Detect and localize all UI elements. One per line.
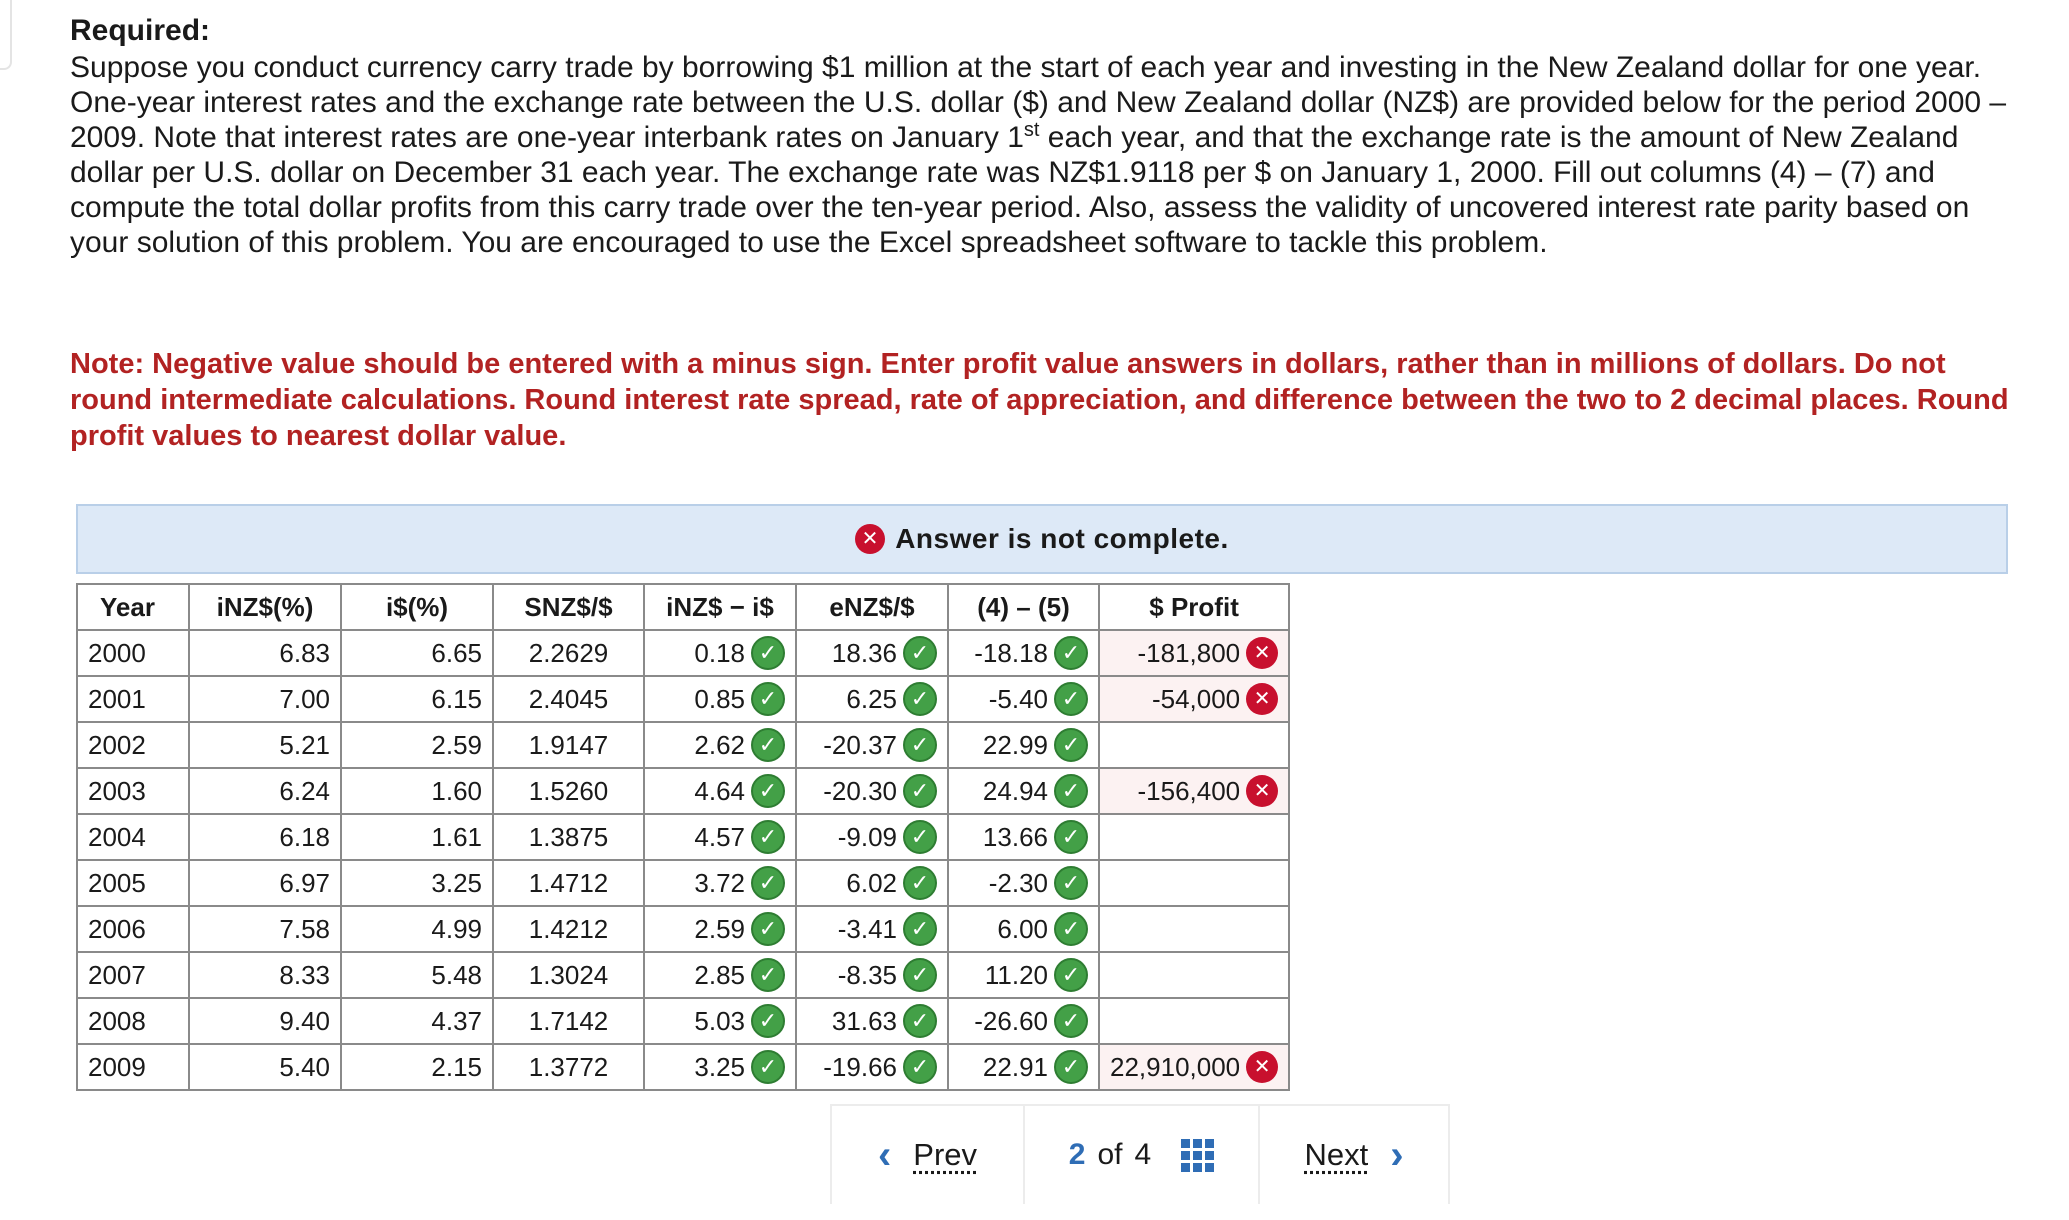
cell-year: 2009: [77, 1044, 189, 1090]
header-interest-spread: iNZ$ − i$: [644, 584, 796, 630]
cell-us-interest: 2.59: [341, 722, 493, 768]
cell-spot-rate: 1.4212: [493, 906, 644, 952]
cell-difference[interactable]: [948, 1044, 1099, 1090]
table-row: [77, 952, 1289, 998]
cell-appreciation[interactable]: [796, 1044, 948, 1090]
cell-difference-value: -18.18: [974, 637, 1048, 668]
cell-us-interest: 4.37: [341, 998, 493, 1044]
question-text: [70, 50, 2010, 260]
check-icon: ✓: [1054, 958, 1088, 992]
check-icon: ✓: [1054, 636, 1088, 670]
header-nz-interest: iNZ$(%): [189, 584, 341, 630]
cell-difference[interactable]: [948, 768, 1099, 814]
cell-appreciation-value: -20.30: [823, 775, 897, 806]
table-row: [77, 998, 1289, 1044]
cell-difference-value: 11.20: [984, 959, 1048, 990]
cell-appreciation[interactable]: [796, 630, 948, 676]
cell-interest-spread-value: 2.62: [694, 729, 745, 760]
check-icon: ✓: [903, 728, 937, 762]
cell-interest-spread-value: 3.25: [694, 1051, 745, 1082]
cell-profit[interactable]: [1099, 814, 1289, 860]
cell-spot-rate: 1.3024: [493, 952, 644, 998]
ordinal-suffix: st: [1023, 119, 1040, 141]
table-row: [77, 906, 1289, 952]
table-row: [77, 768, 1289, 814]
cell-appreciation-value: -9.09: [837, 821, 897, 852]
cell-appreciation[interactable]: [796, 768, 948, 814]
table-row: [77, 630, 1289, 676]
cell-year: 2000: [77, 630, 189, 676]
cell-interest-spread[interactable]: [644, 768, 796, 814]
answer-status-text: Answer is not complete.: [895, 523, 1229, 554]
table-row: [77, 1044, 1289, 1090]
x-icon: ✕: [1246, 1051, 1278, 1083]
check-icon: ✓: [903, 820, 937, 854]
check-icon: ✓: [1054, 774, 1088, 808]
cell-us-interest: 4.99: [341, 906, 493, 952]
check-icon: ✓: [751, 728, 785, 762]
header-profit: $ Profit: [1099, 584, 1289, 630]
cell-difference[interactable]: [948, 906, 1099, 952]
cell-difference[interactable]: [948, 676, 1099, 722]
cell-spot-rate: 2.2629: [493, 630, 644, 676]
answer-status-banner: [76, 504, 2008, 574]
prev-label[interactable]: Prev: [913, 1137, 978, 1172]
question-text-part1: Suppose you conduct currency carry trade by borrowing $1 million at the start of each year and investing in the New Zealand dollar for one year. One-year interest rates and the exchange rate between the U.S. dollar ($) and New Zealand dollar (NZ$) are provided below for the period 2000 – 2009. Note that interest rates are one-year interbank rates on January 1: [70, 51, 2007, 154]
cell-profit[interactable]: [1099, 952, 1289, 998]
cell-profit[interactable]: [1099, 676, 1289, 722]
cell-appreciation[interactable]: [796, 998, 948, 1044]
cell-nz-interest: 9.40: [189, 998, 341, 1044]
check-icon: ✓: [1054, 1004, 1088, 1038]
check-icon: ✓: [903, 866, 937, 900]
grid-icon[interactable]: [1181, 1139, 1214, 1172]
question-text-part2: each year, and that the exchange rate is the amount of New Zealand dollar per U.S. dollar on December 31 each year. The exchange rate was NZ$1.9118 per $ on January 1, 2000. Fill out columns (4) – (7) and compute the total dollar profits from this carry trade over the ten-year period. Also, assess the validity of uncovered interest rate parity based on your solution of this problem. You are encouraged to use the Excel spreadsheet software to tackle this problem.: [70, 121, 1970, 259]
cell-us-interest: 5.48: [341, 952, 493, 998]
check-icon: ✓: [751, 958, 785, 992]
cell-interest-spread-value: 2.59: [694, 913, 745, 944]
cell-appreciation-value: -19.66: [823, 1051, 897, 1082]
cell-difference[interactable]: [948, 722, 1099, 768]
cell-interest-spread[interactable]: [644, 630, 796, 676]
table-header-row: [77, 584, 1289, 630]
cell-us-interest: 6.15: [341, 676, 493, 722]
cell-spot-rate: 1.3875: [493, 814, 644, 860]
cell-appreciation-value: 6.25: [846, 683, 897, 714]
carry-trade-table: [76, 583, 1290, 1091]
cell-nz-interest: 6.83: [189, 630, 341, 676]
page-of-label: of: [1097, 1138, 1123, 1171]
cell-nz-interest: 5.40: [189, 1044, 341, 1090]
header-spot-rate: SNZ$/$: [493, 584, 644, 630]
check-icon: ✓: [903, 1050, 937, 1084]
cell-spot-rate: 1.7142: [493, 998, 644, 1044]
check-icon: ✓: [903, 1004, 937, 1038]
total-pages: 4: [1134, 1138, 1152, 1171]
cell-difference-value: 24.94: [982, 775, 1048, 806]
cell-us-interest: 3.25: [341, 860, 493, 906]
x-icon: ✕: [1246, 683, 1278, 715]
cell-interest-spread[interactable]: [644, 952, 796, 998]
cell-profit-value: -156,400: [1137, 775, 1241, 806]
cell-appreciation[interactable]: [796, 676, 948, 722]
check-icon: ✓: [1054, 1050, 1088, 1084]
cell-spot-rate: 1.4712: [493, 860, 644, 906]
check-icon: ✓: [1054, 866, 1088, 900]
check-icon: ✓: [751, 774, 785, 808]
cell-nz-interest: 7.58: [189, 906, 341, 952]
header-difference: (4) – (5): [948, 584, 1099, 630]
x-icon: ✕: [1246, 637, 1278, 669]
chevron-left-icon: ‹: [877, 1133, 892, 1177]
cell-interest-spread[interactable]: [644, 722, 796, 768]
check-icon: ✓: [903, 774, 937, 808]
table-row: [77, 676, 1289, 722]
cell-us-interest: 2.15: [341, 1044, 493, 1090]
check-icon: ✓: [1054, 728, 1088, 762]
cell-profit[interactable]: [1099, 768, 1289, 814]
cell-appreciation[interactable]: [796, 906, 948, 952]
cell-profit[interactable]: [1099, 630, 1289, 676]
cell-appreciation-value: 6.02: [846, 867, 897, 898]
cell-interest-spread-value: 0.85: [694, 683, 745, 714]
table-row: [77, 814, 1289, 860]
cell-difference-value: -26.60: [974, 1005, 1048, 1036]
cell-nz-interest: 6.24: [189, 768, 341, 814]
cell-interest-spread[interactable]: [644, 1044, 796, 1090]
cell-appreciation-value: -20.37: [823, 729, 897, 760]
cell-profit[interactable]: [1099, 906, 1289, 952]
cell-appreciation[interactable]: [796, 722, 948, 768]
check-icon: ✓: [751, 820, 785, 854]
cell-difference-value: -2.30: [988, 867, 1048, 898]
prev-button[interactable]: [830, 1106, 1025, 1204]
next-label[interactable]: Next: [1304, 1137, 1369, 1172]
cell-interest-spread-value: 0.18: [694, 637, 745, 668]
cell-interest-spread[interactable]: [644, 998, 796, 1044]
cell-year: 2006: [77, 906, 189, 952]
cell-appreciation-value: -3.41: [837, 913, 897, 944]
cell-profit-value: -181,800: [1137, 637, 1241, 668]
cell-profit[interactable]: [1099, 998, 1289, 1044]
cell-nz-interest: 6.97: [189, 860, 341, 906]
check-icon: ✓: [751, 1004, 785, 1038]
cell-nz-interest: 6.18: [189, 814, 341, 860]
cell-nz-interest: 5.21: [189, 722, 341, 768]
cell-profit-value: -54,000: [1151, 683, 1241, 714]
check-icon: ✓: [1054, 820, 1088, 854]
required-heading: Required:: [70, 14, 211, 47]
check-icon: ✓: [1054, 682, 1088, 716]
cell-interest-spread[interactable]: [644, 676, 796, 722]
cell-year: 2003: [77, 768, 189, 814]
cell-us-interest: 6.65: [341, 630, 493, 676]
pagination: [830, 1104, 1450, 1204]
check-icon: ✓: [751, 682, 785, 716]
current-page: 2: [1068, 1138, 1086, 1171]
cell-appreciation[interactable]: [796, 952, 948, 998]
table-row: [77, 722, 1289, 768]
check-icon: ✓: [903, 682, 937, 716]
cell-nz-interest: 8.33: [189, 952, 341, 998]
cell-difference-value: 22.99: [982, 729, 1048, 760]
cell-difference-value: -5.40: [988, 683, 1048, 714]
cell-appreciation[interactable]: [796, 814, 948, 860]
cell-spot-rate: 1.9147: [493, 722, 644, 768]
cell-interest-spread[interactable]: [644, 906, 796, 952]
check-icon: ✓: [751, 912, 785, 946]
cell-difference[interactable]: [948, 860, 1099, 906]
check-icon: ✓: [751, 866, 785, 900]
table-row: [77, 860, 1289, 906]
page-indicator: [1025, 1106, 1260, 1204]
cell-difference-value: 6.00: [997, 913, 1048, 944]
cell-interest-spread-value: 2.85: [694, 959, 745, 990]
cell-profit-value: 22,910,000: [1110, 1051, 1241, 1082]
cell-year: 2005: [77, 860, 189, 906]
cell-difference-value: 22.91: [982, 1051, 1048, 1082]
header-year: Year: [77, 584, 189, 630]
check-icon: ✓: [751, 636, 785, 670]
check-icon: ✓: [903, 912, 937, 946]
cell-difference-value: 13.66: [982, 821, 1048, 852]
cell-appreciation-value: 31.63: [831, 1005, 897, 1036]
cell-difference[interactable]: [948, 630, 1099, 676]
cell-difference[interactable]: [948, 998, 1099, 1044]
cell-spot-rate: 1.5260: [493, 768, 644, 814]
cell-us-interest: 1.60: [341, 768, 493, 814]
next-button[interactable]: [1260, 1106, 1450, 1204]
cell-year: 2007: [77, 952, 189, 998]
cell-year: 2002: [77, 722, 189, 768]
chevron-right-icon: ›: [1390, 1133, 1404, 1177]
cell-year: 2004: [77, 814, 189, 860]
cell-appreciation-value: -8.35: [837, 959, 897, 990]
cell-difference[interactable]: [948, 952, 1099, 998]
header-us-interest: i$(%): [341, 584, 493, 630]
cell-spot-rate: 2.4045: [493, 676, 644, 722]
cell-interest-spread-value: 5.03: [694, 1005, 745, 1036]
cell-interest-spread[interactable]: [644, 814, 796, 860]
x-icon: ✕: [1246, 775, 1278, 807]
cell-difference[interactable]: [948, 814, 1099, 860]
cell-year: 2001: [77, 676, 189, 722]
cell-appreciation-value: 18.36: [831, 637, 897, 668]
header-appreciation: eNZ$/$: [796, 584, 948, 630]
instruction-note: Note: Negative value should be entered with a minus sign. Enter profit value answers in dollars, rather than in millions of dollars. Do not round intermediate calculations. Round interest rate spread, rate of appreciation, and difference between the two to 2 decimal places. Round profit values to nearest dollar value.: [70, 348, 2009, 452]
check-icon: ✓: [903, 958, 937, 992]
cell-interest-spread-value: 4.64: [694, 775, 745, 806]
check-icon: ✓: [751, 1050, 785, 1084]
cell-appreciation[interactable]: [796, 860, 948, 906]
left-edge-tab: [0, 0, 12, 70]
cell-year: 2008: [77, 998, 189, 1044]
cell-interest-spread[interactable]: [644, 860, 796, 906]
check-icon: ✓: [1054, 912, 1088, 946]
cell-profit[interactable]: [1099, 722, 1289, 768]
cell-spot-rate: 1.3772: [493, 1044, 644, 1090]
cell-interest-spread-value: 4.57: [694, 821, 745, 852]
cell-nz-interest: 7.00: [189, 676, 341, 722]
x-icon: ✕: [855, 524, 885, 554]
cell-profit[interactable]: [1099, 860, 1289, 906]
cell-us-interest: 1.61: [341, 814, 493, 860]
check-icon: ✓: [903, 636, 937, 670]
cell-interest-spread-value: 3.72: [694, 867, 745, 898]
cell-profit[interactable]: [1099, 1044, 1289, 1090]
